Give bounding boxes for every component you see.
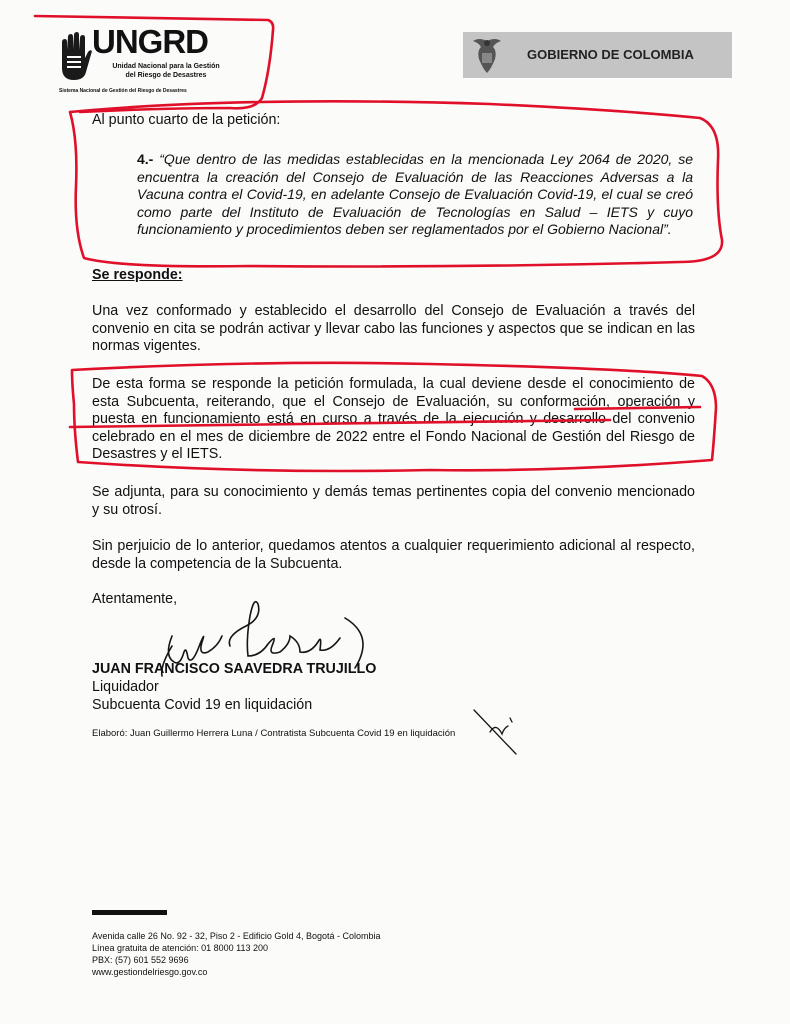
footer-pbx: PBX: (57) 601 552 9696 [92,955,189,965]
prepared-by: Elaboró: Juan Guillermo Herrera Luna / Contratista Subcuenta Covid 19 en liquidación [92,728,456,739]
logo-annotation-box [35,16,273,112]
logo-subtitle-line-2: del Riesgo de Desastres [125,72,207,79]
paragraph-1: Una vez conformado y establecido el desarrollo del Consejo de Evaluación a través del convenio en cita se podrán activar y llevar cabo las funciones y aspectos que se indican en las normas vigentes. [92,303,695,354]
signer-name: JUAN FRANCISCO SAAVEDRA TRUJILLO [92,661,377,677]
government-label: GOBIERNO DE COLOMBIA [527,47,694,62]
response-heading: Se responde: [92,267,183,283]
signer-role: Liquidador [92,679,159,695]
closing-text: Atentamente, [92,591,178,607]
phrase-underline-2 [70,420,610,427]
ungrd-logo-title: UNGRD [92,23,208,60]
footer-website[interactable]: www.gestiondelriesgo.gov.co [92,967,208,977]
paragraph-4: Sin perjuicio de lo anterior, quedamos atentos a cualquier requerimiento adicional al respecto, desde la competencia de la Subcuenta. [92,538,695,572]
footer-address: Avenida calle 26 No. 92 - 32, Piso 2 - Edificio Gold 4, Bogotá - Colombia [92,931,381,941]
footer-hotline: Línea gratuita de atención: 01 8000 113 200 [92,943,268,953]
logo-system-text: Sistema Nacional de Gestión del Riesgo de Desastres [59,88,187,94]
logo-subtitle-line-1: Unidad Nacional para la Gestión [112,63,220,70]
paragraph-2: De esta forma se responde la petición formulada, la cual deviene desde el conocimiento de esta Subcuenta, reiterando, que el Consejo de Evaluación, su conformación, operación y puesta en funcionamiento está en curso a través de la ejecución y desarrollo del convenio celebrado en el mes de diciembre de 2022 entre el Fondo Nacional de Gestión del Riesgo de Desastres y el IETS. [92,376,695,462]
quote-number: 4.- [137,151,154,167]
quote-text: “Que dentro de las medidas establecidas en la mencionada Ley 2064 de 2020, se encuentra la creación del Consejo de Evaluación de las Reacciones Adversas a la Vacuna contra el Covid-19, en adelante Consejo de Evaluación Covid-19, el cual se creó como parte del Instituto de Evaluación de Tecnologías en Salud – IETS y cuyo funcionamiento y procedimientos deben ser reglamentados por el Gobierno Nacional”. [137,151,694,238]
quote-annotation-box [70,101,722,266]
paragraph-3: Se adjunta, para su conocimiento y demás temas pertinentes copia del convenio mencionado y su otrosí. [92,484,695,518]
phrase-underline [575,407,700,409]
paragraph-annotation-box [72,363,716,471]
intro-text: Al punto cuarto de la petición: [92,112,281,128]
signer-unit: Subcuenta Covid 19 en liquidación [92,697,313,713]
